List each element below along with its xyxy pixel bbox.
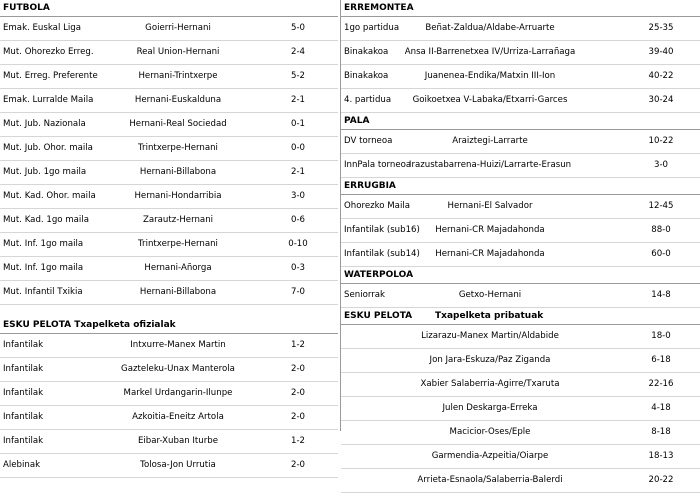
result-cell: 18-13: [648, 451, 674, 461]
erremontea-table: [341, 17, 700, 113]
category-cell: Mut. Erreg. Preferente: [3, 71, 98, 81]
table-row: [341, 325, 700, 349]
right-column: [340, 0, 700, 485]
table-row: [341, 373, 700, 397]
category-cell: Mut. Kad. 1go maila: [3, 215, 89, 225]
result-cell: 2-1: [290, 95, 306, 105]
section-eskupelota-official-title: ESKU PELOTA Txapelketa ofizialak: [0, 317, 338, 334]
table-row: [0, 209, 338, 233]
section-eskupelota-private-subtitle: Txapelketa pribatuak: [435, 311, 544, 321]
teams-cell: Real Union-Hernani: [136, 47, 220, 57]
section-erremontea-title: ERREMONTEA: [341, 0, 700, 17]
teams-cell: Hernani-Euskalduna: [134, 95, 222, 105]
category-cell: Binakakoa: [344, 47, 389, 57]
eskupelota-private-table: [341, 325, 700, 493]
result-cell: 1-2: [290, 340, 306, 350]
result-cell: 0-3: [290, 263, 306, 273]
teams-cell: Juanenea-Endika/Matxin III-Ion: [424, 71, 556, 81]
teams-cell: Eibar-Xuban Iturbe: [137, 436, 219, 446]
errugbia-table: [341, 195, 700, 267]
result-cell: 30-24: [648, 95, 674, 105]
teams-cell: Hernani-Hondarribia: [134, 191, 222, 201]
result-cell: 0-10: [288, 239, 308, 249]
section-errugbia-title: ERRUGBIA: [341, 178, 700, 195]
result-cell: 0-1: [290, 119, 306, 129]
table-row: [341, 154, 700, 178]
table-row: [341, 65, 700, 89]
teams-cell: Jon Jara-Eskuza/Paz Ziganda: [429, 355, 551, 365]
category-cell: Mut. Jub. 1go maila: [3, 167, 87, 177]
teams-cell: Goierri-Hernani: [145, 23, 211, 33]
result-cell: 7-0: [290, 287, 306, 297]
table-row: [341, 349, 700, 373]
table-row: [0, 137, 338, 161]
category-cell: Mut. Infantil Txikia: [3, 287, 83, 297]
category-cell: 1go partidua: [344, 23, 400, 33]
category-cell: Ohorezko Maila: [344, 201, 410, 211]
category-cell: Infantilak (sub14): [344, 249, 420, 259]
table-row: [341, 469, 700, 493]
category-cell: 4. partidua: [344, 95, 392, 105]
result-cell: 18-0: [651, 331, 671, 341]
table-row: [0, 161, 338, 185]
result-cell: 60-0: [651, 249, 671, 259]
result-cell: 25-35: [648, 23, 674, 33]
category-cell: Infantilak (sub16): [344, 225, 420, 235]
result-cell: 12-45: [648, 201, 674, 211]
category-cell: Mut. Ohorezko Erreg.: [3, 47, 94, 57]
result-cell: 2-4: [290, 47, 306, 57]
table-row: [341, 397, 700, 421]
teams-cell: Araiztegi-Larrarte: [452, 136, 528, 146]
teams-cell: Xabier Salaberria-Agirre/Txaruta: [420, 379, 560, 389]
table-row: [341, 284, 700, 308]
result-cell: 2-0: [290, 412, 306, 422]
result-cell: 2-0: [290, 460, 306, 470]
result-cell: 3-0: [653, 160, 669, 170]
table-row: [0, 358, 338, 382]
result-cell: 2-1: [290, 167, 306, 177]
category-cell: Mut. Jub. Ohor. maila: [3, 143, 93, 153]
teams-cell: Arrieta-Esnaola/Salaberria-Balerdi: [417, 475, 563, 485]
section-pala-title: PALA: [341, 113, 700, 130]
category-cell: InnPala torneoa: [344, 160, 412, 170]
table-row: [0, 41, 338, 65]
table-row: [0, 89, 338, 113]
waterpoloa-table: [341, 284, 700, 308]
category-cell: Seniorrak: [344, 290, 385, 300]
category-cell: Emak. Lurralde Maila: [3, 95, 94, 105]
table-row: [341, 41, 700, 65]
category-cell: Mut. Inf. 1go maila: [3, 239, 84, 249]
table-row: [0, 17, 338, 41]
eskupelota-official-table: [0, 334, 338, 478]
table-row: [0, 185, 338, 209]
teams-cell: Azkoitia-Eneitz Artola: [132, 412, 224, 422]
section-eskupelota-private-label: ESKU PELOTA: [344, 311, 413, 321]
category-cell: DV torneoa: [344, 136, 393, 146]
section-eskupelota-private-title: [341, 308, 700, 325]
result-cell: 2-0: [290, 388, 306, 398]
teams-cell: Markel Urdangarin-Ilunpe: [123, 388, 233, 398]
table-row: [0, 382, 338, 406]
section-futbola-title: FUTBOLA: [0, 0, 338, 17]
result-cell: 4-18: [651, 403, 671, 413]
teams-cell: Hernani-CR Majadahonda: [435, 225, 545, 235]
teams-cell: Garmendia-Azpeitia/Oiarpe: [431, 451, 549, 461]
table-row: [341, 445, 700, 469]
table-row: [0, 257, 338, 281]
teams-cell: Macicior-Oses/Eple: [449, 427, 531, 437]
result-cell: 5-2: [290, 71, 306, 81]
result-cell: 8-18: [651, 427, 671, 437]
table-row: [0, 454, 338, 478]
table-row: [341, 17, 700, 41]
teams-cell: Irazustabarrena-Huizi/Larrarte-Erasun: [408, 160, 572, 170]
category-cell: Binakakoa: [344, 71, 389, 81]
table-row: [0, 65, 338, 89]
table-row: [0, 113, 338, 137]
teams-cell: Ansa II-Barrenetxea IV/Urriza-Larrañaga: [404, 47, 576, 57]
teams-cell: Hernani-CR Majadahonda: [435, 249, 545, 259]
category-cell: Alebinak: [3, 460, 41, 470]
teams-cell: Zarautz-Hernani: [142, 215, 214, 225]
result-cell: 0-6: [290, 215, 306, 225]
table-row: [0, 334, 338, 358]
category-cell: Infantilak: [3, 412, 44, 422]
category-cell: Mut. Kad. Ohor. maila: [3, 191, 96, 201]
teams-cell: Lizarazu-Manex Martin/Aldabide: [421, 331, 559, 341]
result-cell: 2-0: [290, 364, 306, 374]
section-waterpoloa-title: WATERPOLOA: [341, 267, 700, 284]
teams-cell: Trintxerpe-Hernani: [138, 239, 218, 249]
table-row: [341, 243, 700, 267]
teams-cell: Hernani-Billabona: [139, 287, 217, 297]
teams-cell: Gazteleku-Unax Manterola: [121, 364, 235, 374]
result-cell: 40-22: [648, 71, 674, 81]
result-cell: 20-22: [648, 475, 674, 485]
category-cell: Infantilak: [3, 436, 44, 446]
teams-cell: Getxo-Hernani: [458, 290, 522, 300]
category-cell: Infantilak: [3, 364, 44, 374]
category-cell: Infantilak: [3, 388, 44, 398]
teams-cell: Hernani-Real Sociedad: [129, 119, 227, 129]
pala-table: [341, 130, 700, 178]
category-cell: Mut. Jub. Nazionala: [3, 119, 86, 129]
teams-cell: Hernani-Billabona: [139, 167, 217, 177]
teams-cell: Goikoetxea V-Labaka/Etxarri-Garces: [412, 95, 568, 105]
section-gap: [0, 305, 338, 317]
category-cell: Emak. Euskal Liga: [3, 23, 81, 33]
category-cell: Mut. Inf. 1go maila: [3, 263, 84, 273]
table-row: [0, 406, 338, 430]
teams-cell: Hernani-El Salvador: [447, 201, 533, 211]
result-cell: 1-2: [290, 436, 306, 446]
teams-cell: Beñat-Zaldua/Aldabe-Arruarte: [425, 23, 555, 33]
left-column: [0, 0, 338, 478]
result-cell: 14-8: [651, 290, 671, 300]
teams-cell: Trintxerpe-Hernani: [138, 143, 218, 153]
table-row: [341, 195, 700, 219]
table-row: [341, 130, 700, 154]
table-row: [0, 430, 338, 454]
result-cell: 6-18: [651, 355, 671, 365]
teams-cell: Intxurre-Manex Martin: [130, 340, 226, 350]
result-cell: 22-16: [648, 379, 674, 389]
teams-cell: Tolosa-Jon Urrutia: [140, 460, 216, 470]
teams-cell: Hernani-Añorga: [144, 263, 212, 273]
result-cell: 39-40: [648, 47, 674, 57]
table-row: [341, 219, 700, 243]
table-row: [0, 281, 338, 305]
result-cell: 88-0: [651, 225, 671, 235]
result-cell: 3-0: [290, 191, 306, 201]
result-cell: 5-0: [290, 23, 306, 33]
result-cell: 10-22: [648, 136, 674, 146]
futbola-table: [0, 17, 338, 305]
table-row: [341, 89, 700, 113]
teams-cell: Hernani-Trintxerpe: [138, 71, 218, 81]
table-row: [341, 421, 700, 445]
category-cell: Infantilak: [3, 340, 44, 350]
teams-cell: Julen Deskarga-Erreka: [442, 403, 538, 413]
table-row: [0, 233, 338, 257]
result-cell: 0-0: [290, 143, 306, 153]
